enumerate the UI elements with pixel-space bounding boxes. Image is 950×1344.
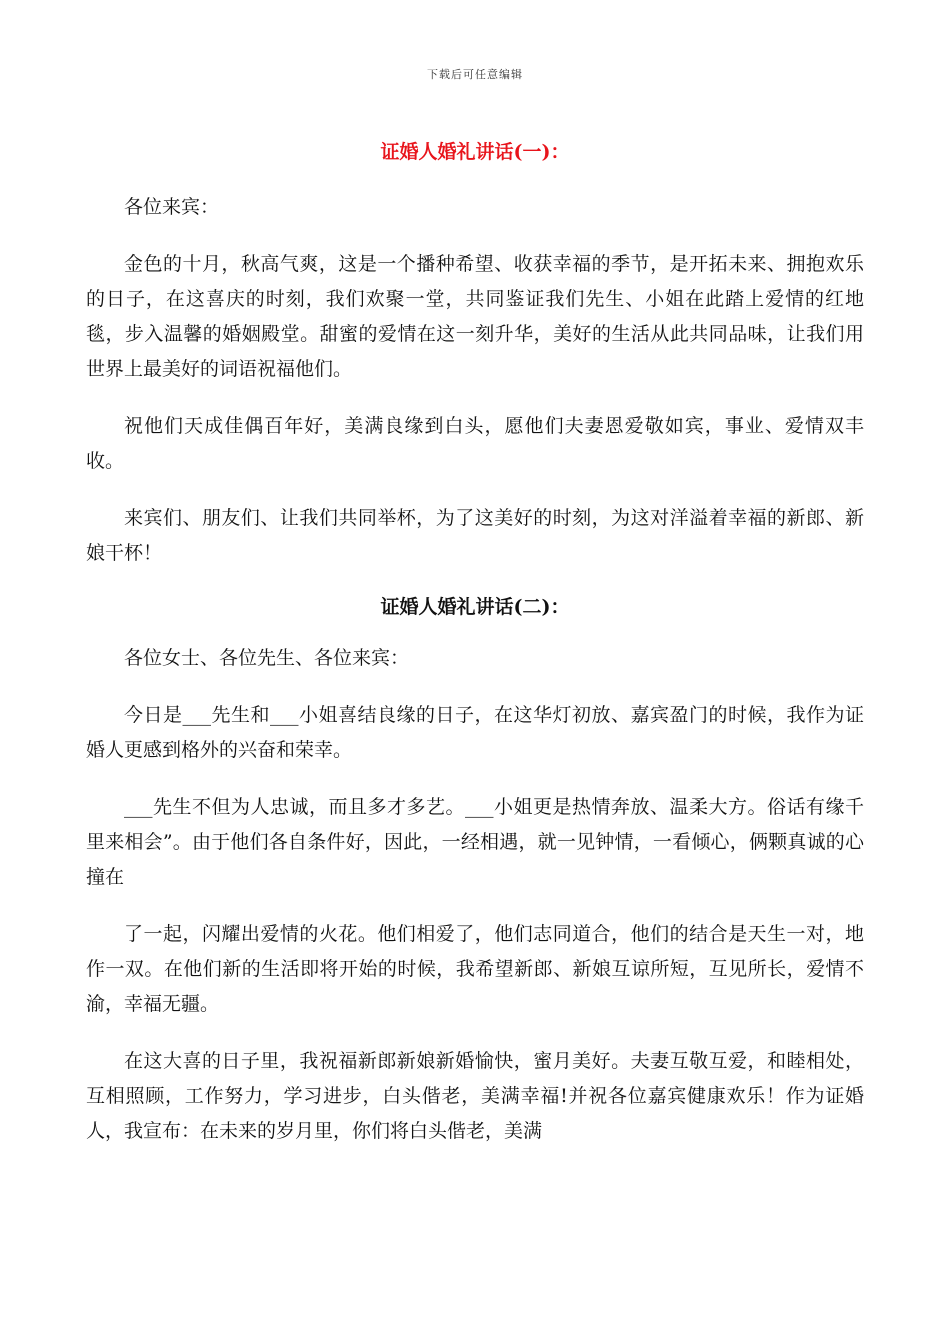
section-1-paragraph: 祝他们天成佳偶百年好，美满良缘到白头，愿他们夫妻恩爱敬如宾，事业、爱情双丰收。	[86, 415, 864, 472]
section-2-paragraph: 今日是___先生和___小姐喜结良缘的日子，在这华灯初放、嘉宾盈门的时候，我作为证婚人更感到格外的兴奋和荣幸。	[86, 704, 864, 761]
section-2-paragraph: 在这大喜的日子里，我祝福新郎新娘新婚愉快，蜜月美好。夫妻互敬互爱，和睦相处，互相照顾，工作努力，学习进步，白头偕老，美满幸福!并祝各位嘉宾健康欢乐！作为证婚人，我宣布：在未来的岁月里，你们将白头偕老，美满	[86, 1050, 864, 1142]
section-2-paragraph: 了一起，闪耀出爱情的火花。他们相爱了，他们志同道合，他们的结合是天生一对，地作一双。在他们新的生活即将开始的时候，我希望新郎、新娘互谅所短，互见所长，爱情不渝，幸福无疆。	[86, 923, 864, 1015]
section-2-paragraph: ___先生不但为人忠诚，而且多才多艺。___小姐更是热情奔放、温柔大方。俗话有缘千里来相会”。由于他们各自条件好，因此，一经相遇，就一见钟情，一看倾心，俩颗真诚的心撞在	[86, 796, 864, 888]
section-1-title: 证婚人婚礼讲话(一)：	[380, 141, 570, 163]
section-2-salutation: 各位女士、各位先生、各位来宾：	[124, 647, 410, 669]
section-1-paragraph: 金色的十月，秋高气爽，这是一个播种希望、收获幸福的季节，是开拓未来、拥抱欢乐的日子，在这喜庆的时刻，我们欢聚一堂，共同鉴证我们先生、小姐在此踏上爱情的红地毯，步入温馨的婚姻殿堂。甜蜜的爱情在这一刻升华，美好的生活从此共同品味，让我们用世界上最美好的词语祝福他们。	[86, 253, 864, 380]
section-1-paragraph: 来宾们、朋友们、让我们共同举杯，为了这美好的时刻，为这对洋溢着幸福的新郎、新娘干杯！	[86, 507, 864, 564]
document-body	[86, 138, 864, 1171]
header-note: 下载后可任意编辑	[427, 68, 523, 81]
section-2-title: 证婚人婚礼讲话(二)：	[380, 596, 570, 618]
section-1-salutation: 各位来宾：	[124, 196, 220, 218]
